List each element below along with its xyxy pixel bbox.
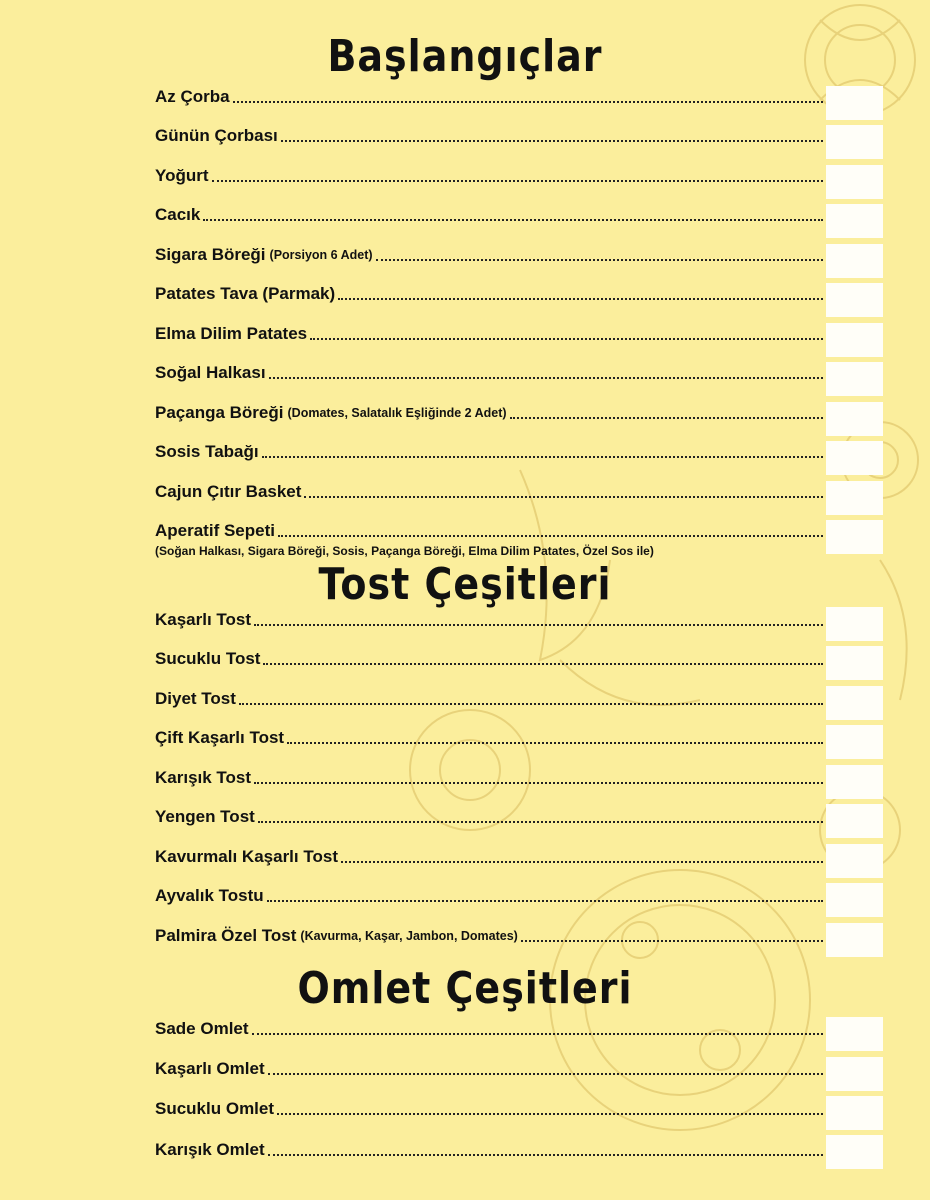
- item-name: Karışık Omlet: [155, 1140, 265, 1159]
- menu-item: [155, 396, 823, 424]
- dot-leader: [212, 179, 823, 182]
- dot-leader: [263, 662, 823, 665]
- menu-item: [155, 475, 823, 503]
- menu-item: [155, 356, 823, 384]
- dot-leader: [510, 416, 823, 419]
- price-box: [826, 686, 883, 720]
- dot-leader: [268, 1072, 823, 1075]
- dot-leader: [304, 495, 823, 498]
- dot-leader: [254, 623, 823, 626]
- menu-item: [155, 1092, 823, 1120]
- section-title-tost-cesitleri: Tost Çeşitleri: [318, 558, 612, 610]
- dot-leader: [376, 258, 823, 261]
- price-box: [826, 244, 883, 278]
- menu-item: [155, 642, 823, 670]
- item-name: Cajun Çıtır Basket: [155, 482, 302, 501]
- item-name: Patates Tava (Parmak): [155, 284, 336, 303]
- item-name: Günün Çorbası: [155, 126, 278, 145]
- menu-item: [155, 840, 823, 868]
- item-note: (Domates, Salatalık Eşliğinde 2 Adet): [287, 406, 507, 420]
- menu-item: [155, 277, 823, 305]
- menu-item: [155, 603, 823, 631]
- dot-leader: [269, 376, 823, 379]
- dot-leader: [233, 100, 823, 103]
- dot-leader: [262, 455, 823, 458]
- menu-item: [155, 919, 823, 947]
- item-name: Aperatif Sepeti: [155, 521, 275, 540]
- menu-item: [155, 721, 823, 749]
- price-box: [826, 1096, 883, 1130]
- menu-item: [155, 435, 823, 463]
- dot-leader: [281, 139, 823, 142]
- price-box: [826, 362, 883, 396]
- menu-item: [155, 1012, 823, 1040]
- menu-item: [155, 761, 823, 789]
- item-name: Elma Dilim Patates: [155, 324, 308, 343]
- item-name: Cacık: [155, 205, 201, 224]
- dot-leader: [252, 1032, 823, 1035]
- dot-leader: [268, 1153, 823, 1156]
- dot-leader: [310, 337, 823, 340]
- dot-leader: [287, 741, 823, 744]
- menu-item: [155, 1052, 823, 1080]
- menu-item: [155, 1133, 823, 1161]
- item-name: Sigara Böreği: [155, 245, 266, 264]
- price-box: [826, 607, 883, 641]
- price-box: [826, 86, 883, 120]
- item-name: Yengen Tost: [155, 807, 255, 826]
- price-box: [826, 804, 883, 838]
- menu-item: [155, 514, 823, 542]
- item-note: (Kavurma, Kaşar, Jambon, Domates): [300, 929, 518, 943]
- price-box: [826, 1017, 883, 1051]
- item-name: Sosis Tabağı: [155, 442, 259, 461]
- menu-item: [155, 159, 823, 187]
- item-name: Sucuklu Tost: [155, 649, 261, 668]
- dot-leader: [254, 781, 823, 784]
- item-name: Kaşarlı Omlet: [155, 1059, 265, 1078]
- section-title-omlet-cesitleri: Omlet Çeşitleri: [297, 962, 633, 1014]
- dot-leader: [258, 820, 823, 823]
- price-box: [826, 1135, 883, 1169]
- dot-leader: [278, 534, 823, 537]
- item-name: Ayvalık Tostu: [155, 886, 264, 905]
- item-name: Soğal Halkası: [155, 363, 266, 382]
- item-subnote: (Soğan Halkası, Sigara Böreği, Sosis, Paçanga Böreği, Elma Dilim Patates, Özel Sos ile): [155, 544, 654, 558]
- price-box: [826, 283, 883, 317]
- item-name: Paçanga Böreği: [155, 403, 284, 422]
- dot-leader: [521, 939, 823, 942]
- price-box: [826, 1057, 883, 1091]
- item-name: Palmira Özel Tost: [155, 926, 297, 945]
- item-name: Sade Omlet: [155, 1019, 249, 1038]
- item-name: Diyet Tost: [155, 689, 236, 708]
- dot-leader: [203, 218, 823, 221]
- item-name: Yoğurt: [155, 166, 209, 185]
- price-box: [826, 323, 883, 357]
- dot-leader: [338, 297, 823, 300]
- dot-leader: [267, 899, 823, 902]
- dot-leader: [341, 860, 823, 863]
- price-box: [826, 204, 883, 238]
- menu-item: [155, 119, 823, 147]
- item-name: Kavurmalı Kaşarlı Tost: [155, 847, 338, 866]
- menu-item: [155, 317, 823, 345]
- price-box: [826, 883, 883, 917]
- item-name: Kaşarlı Tost: [155, 610, 252, 629]
- menu-item: [155, 800, 823, 828]
- price-box: [826, 923, 883, 957]
- price-box: [826, 646, 883, 680]
- price-box: [826, 765, 883, 799]
- price-box: [826, 481, 883, 515]
- menu-item: [155, 198, 823, 226]
- price-box: [826, 441, 883, 475]
- section-title-baslangiclar: Başlangıçlar: [327, 30, 603, 82]
- menu-item: [155, 879, 823, 907]
- price-box: [826, 402, 883, 436]
- item-name: Az Çorba: [155, 87, 230, 106]
- menu-item: [155, 80, 823, 108]
- price-box: [826, 125, 883, 159]
- menu-item: [155, 238, 823, 266]
- item-note: (Porsiyon 6 Adet): [269, 248, 373, 262]
- price-box: [826, 844, 883, 878]
- price-box: [826, 165, 883, 199]
- item-name: Karışık Tost: [155, 768, 252, 787]
- dot-leader: [239, 702, 823, 705]
- item-name: Çift Kaşarlı Tost: [155, 728, 285, 747]
- price-box: [826, 520, 883, 554]
- item-name: Sucuklu Omlet: [155, 1099, 275, 1118]
- price-box: [826, 725, 883, 759]
- menu-item: [155, 682, 823, 710]
- dot-leader: [277, 1112, 823, 1115]
